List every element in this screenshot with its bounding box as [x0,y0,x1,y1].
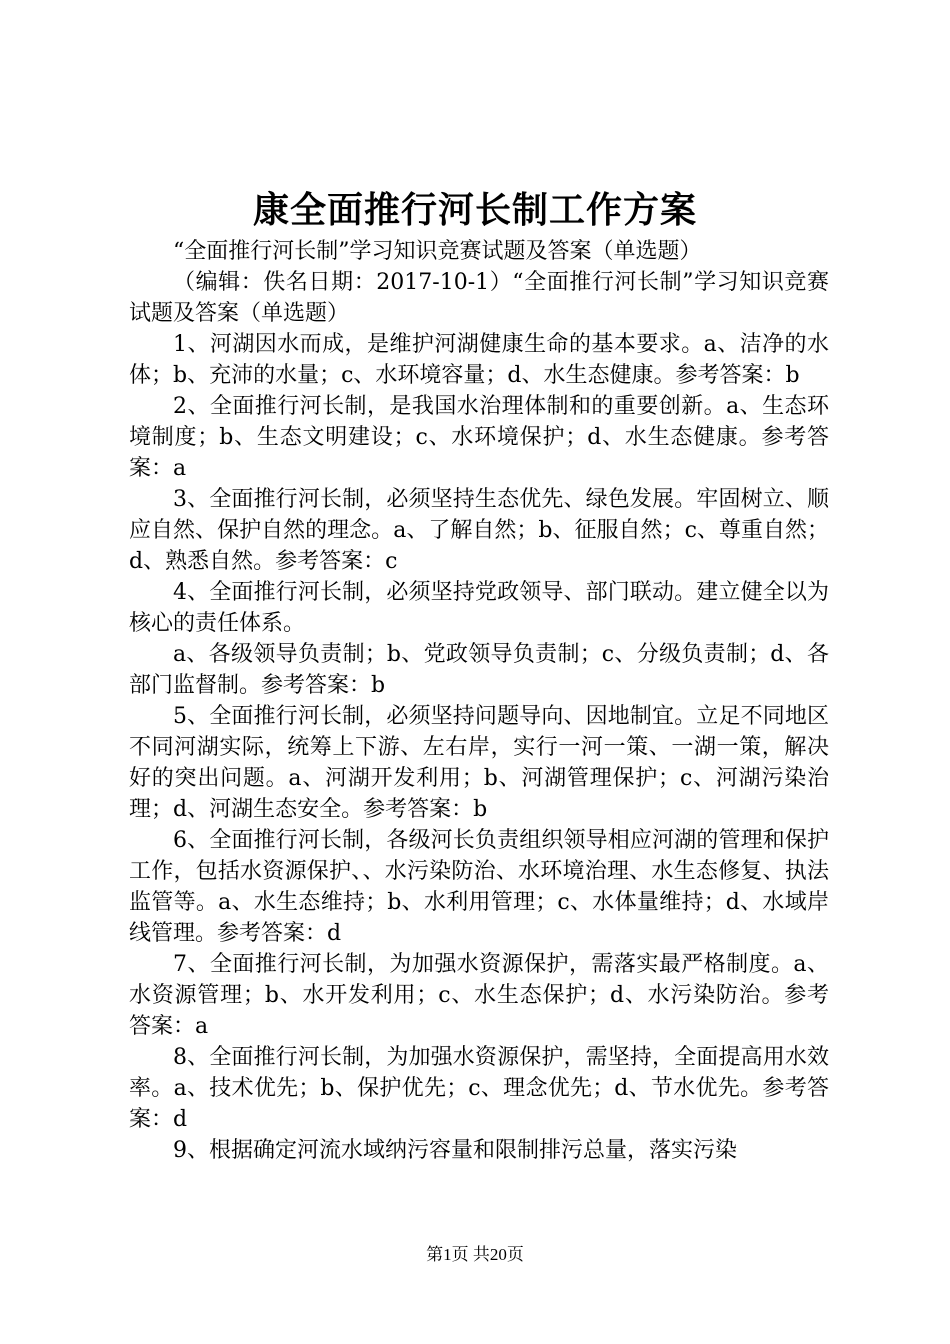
question-4: 4、全面推行河长制，必须坚持党政领导、部门联动。建立健全以为核心的责任体系。 [129,580,829,636]
question-2: 2、全面推行河长制，是我国水治理体制和的重要创新。a、生态环境制度；b、生态文明建设；c、水环境保护；d、水生态健康。参考答案：a [129,394,829,481]
page-title: 康全面推行河长制工作方案 [252,189,697,231]
page-footer: 第1页 共20页 [426,1245,524,1264]
question-8: 8、全面推行河长制，为加强水资源保护，需坚持，全面提高用水效率。a、技术优先；b、保护优先；c、理念优先；d、节水优先。参考答案：d [129,1045,829,1132]
paragraph-editor-note: （编辑：佚名日期：2017-10-1）“全面推行河长制”学习知识竞赛试题及答案（单选题） [129,270,829,326]
question-4-options: a、各级领导负责制；b、党政领导负责制；c、分级负责制；d、各部门监督制。参考答案：b [129,642,829,698]
question-5: 5、全面推行河长制，必须坚持问题导向、因地制宜。立足不同地区不同河湖实际，统筹上下游、左右岸，实行一河一策、一湖一策，解决好的突出问题。a、河湖开发利用；b、河湖管理保护；c、河湖污染治理；d、河湖生态安全。参考答案：b [129,704,829,822]
document-body [129,236,829,1166]
question-1: 1、河湖因水而成，是维护河湖健康生命的基本要求。a、洁净的水体；b、充沛的水量；c、水环境容量；d、水生态健康。参考答案：b [129,332,829,388]
question-6: 6、全面推行河长制，各级河长负责组织领导相应河湖的管理和保护工作，包括水资源保护、、水污染防治、水环境治理、水生态修复、执法监管等。a、水生态维持；b、水利用管理；c、水体量维持；d、水域岸线管理。参考答案：d [129,828,829,946]
question-3: 3、全面推行河长制，必须坚持生态优先、绿色发展。牢固树立、顺应自然、保护自然的理念。a、了解自然；b、征服自然；c、尊重自然；d、熟悉自然。参考答案：c [129,487,829,574]
question-9: 9、根据确定河流水域纳污容量和限制排污总量，落实污染 [173,1138,737,1163]
question-7: 7、全面推行河长制，为加强水资源保护，需落实最严格制度。a、水资源管理；b、水开发利用；c、水生态保护；d、水污染防治。参考答案：a [129,952,829,1039]
paragraph-heading: “全面推行河长制”学习知识竞赛试题及答案（单选题） [173,239,702,264]
